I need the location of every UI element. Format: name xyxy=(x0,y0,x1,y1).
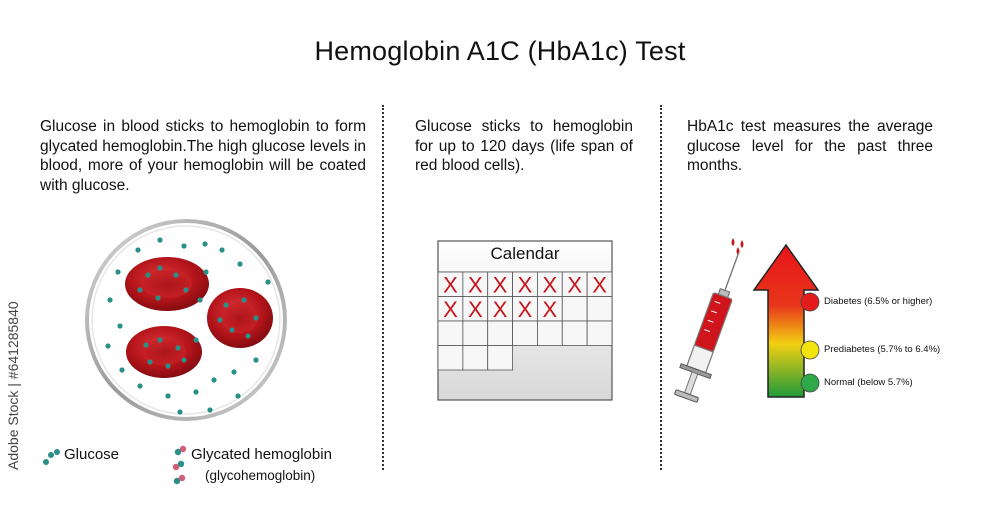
glucose-legend-icon xyxy=(43,449,60,465)
calendar-x-mark: X xyxy=(517,272,533,298)
red-blood-cell xyxy=(207,288,273,348)
calendar-day-cell xyxy=(587,321,612,346)
blood-drops-icon xyxy=(732,238,744,255)
glycated-legend-sublabel: (glycohemoglobin) xyxy=(205,468,316,483)
calendar-x-mark: X xyxy=(492,296,508,322)
red-blood-cell xyxy=(126,326,202,378)
prediabetes-level-dot xyxy=(801,341,819,359)
column-3-text: HbA1c test measures the average glucose level for the past three months. xyxy=(687,118,933,174)
calendar-x-mark: X xyxy=(517,296,533,322)
calendar-day-cell xyxy=(587,297,612,322)
calendar-x-mark: X xyxy=(467,296,483,322)
calendar-x-mark: X xyxy=(592,272,607,298)
calendar-day-cell xyxy=(537,321,562,346)
glycated-legend-icon xyxy=(173,446,186,484)
calendar-x-mark: X xyxy=(443,296,458,322)
calendar-title: Calendar xyxy=(490,244,560,263)
calendar-day-cell xyxy=(463,346,488,371)
calendar-day-cell xyxy=(488,321,513,346)
calendar-x-mark: X xyxy=(542,272,558,298)
normal-level-dot xyxy=(801,374,819,392)
column-1-text: Glucose in blood sticks to hemoglobin to form glycated hemoglobin.The high glucose levels in blood, more of your hemoglobin will be coated with glucose. xyxy=(40,118,366,194)
calendar-day-cell xyxy=(438,346,463,371)
glycated-legend-label: Glycated hemoglobin xyxy=(191,446,332,463)
column-2-text: Glucose sticks to hemoglobin for up to 120 days (life span of red blood cells). xyxy=(415,118,633,174)
calendar-day-cell xyxy=(488,346,513,371)
glucose-legend-label: Glucose xyxy=(64,446,120,463)
calendar-x-mark: X xyxy=(492,272,508,298)
diabetes-level-dot xyxy=(801,293,819,311)
calendar-x-mark: X xyxy=(567,272,583,298)
red-blood-cell xyxy=(125,257,209,311)
calendar-day-cell xyxy=(562,297,587,322)
calendar-x-mark: X xyxy=(467,272,483,298)
calendar-day-cell xyxy=(562,321,587,346)
calendar-day-cell xyxy=(438,321,463,346)
prediabetes-level-label: Prediabetes (5.7% to 6.4%) xyxy=(824,344,941,355)
calendar-x-mark: X xyxy=(443,272,458,298)
page-title: Hemoglobin A1C (HbA1c) Test xyxy=(314,36,686,66)
calendar-day-cell xyxy=(513,321,538,346)
calendar-x-mark: X xyxy=(542,296,558,322)
normal-level-label: Normal (below 5.7%) xyxy=(824,377,913,388)
stock-id-text: Adobe Stock | #641285840 xyxy=(5,301,21,470)
diabetes-level-label: Diabetes (6.5% or higher) xyxy=(824,296,933,307)
syringe-icon xyxy=(671,247,754,404)
calendar-day-cell xyxy=(463,321,488,346)
